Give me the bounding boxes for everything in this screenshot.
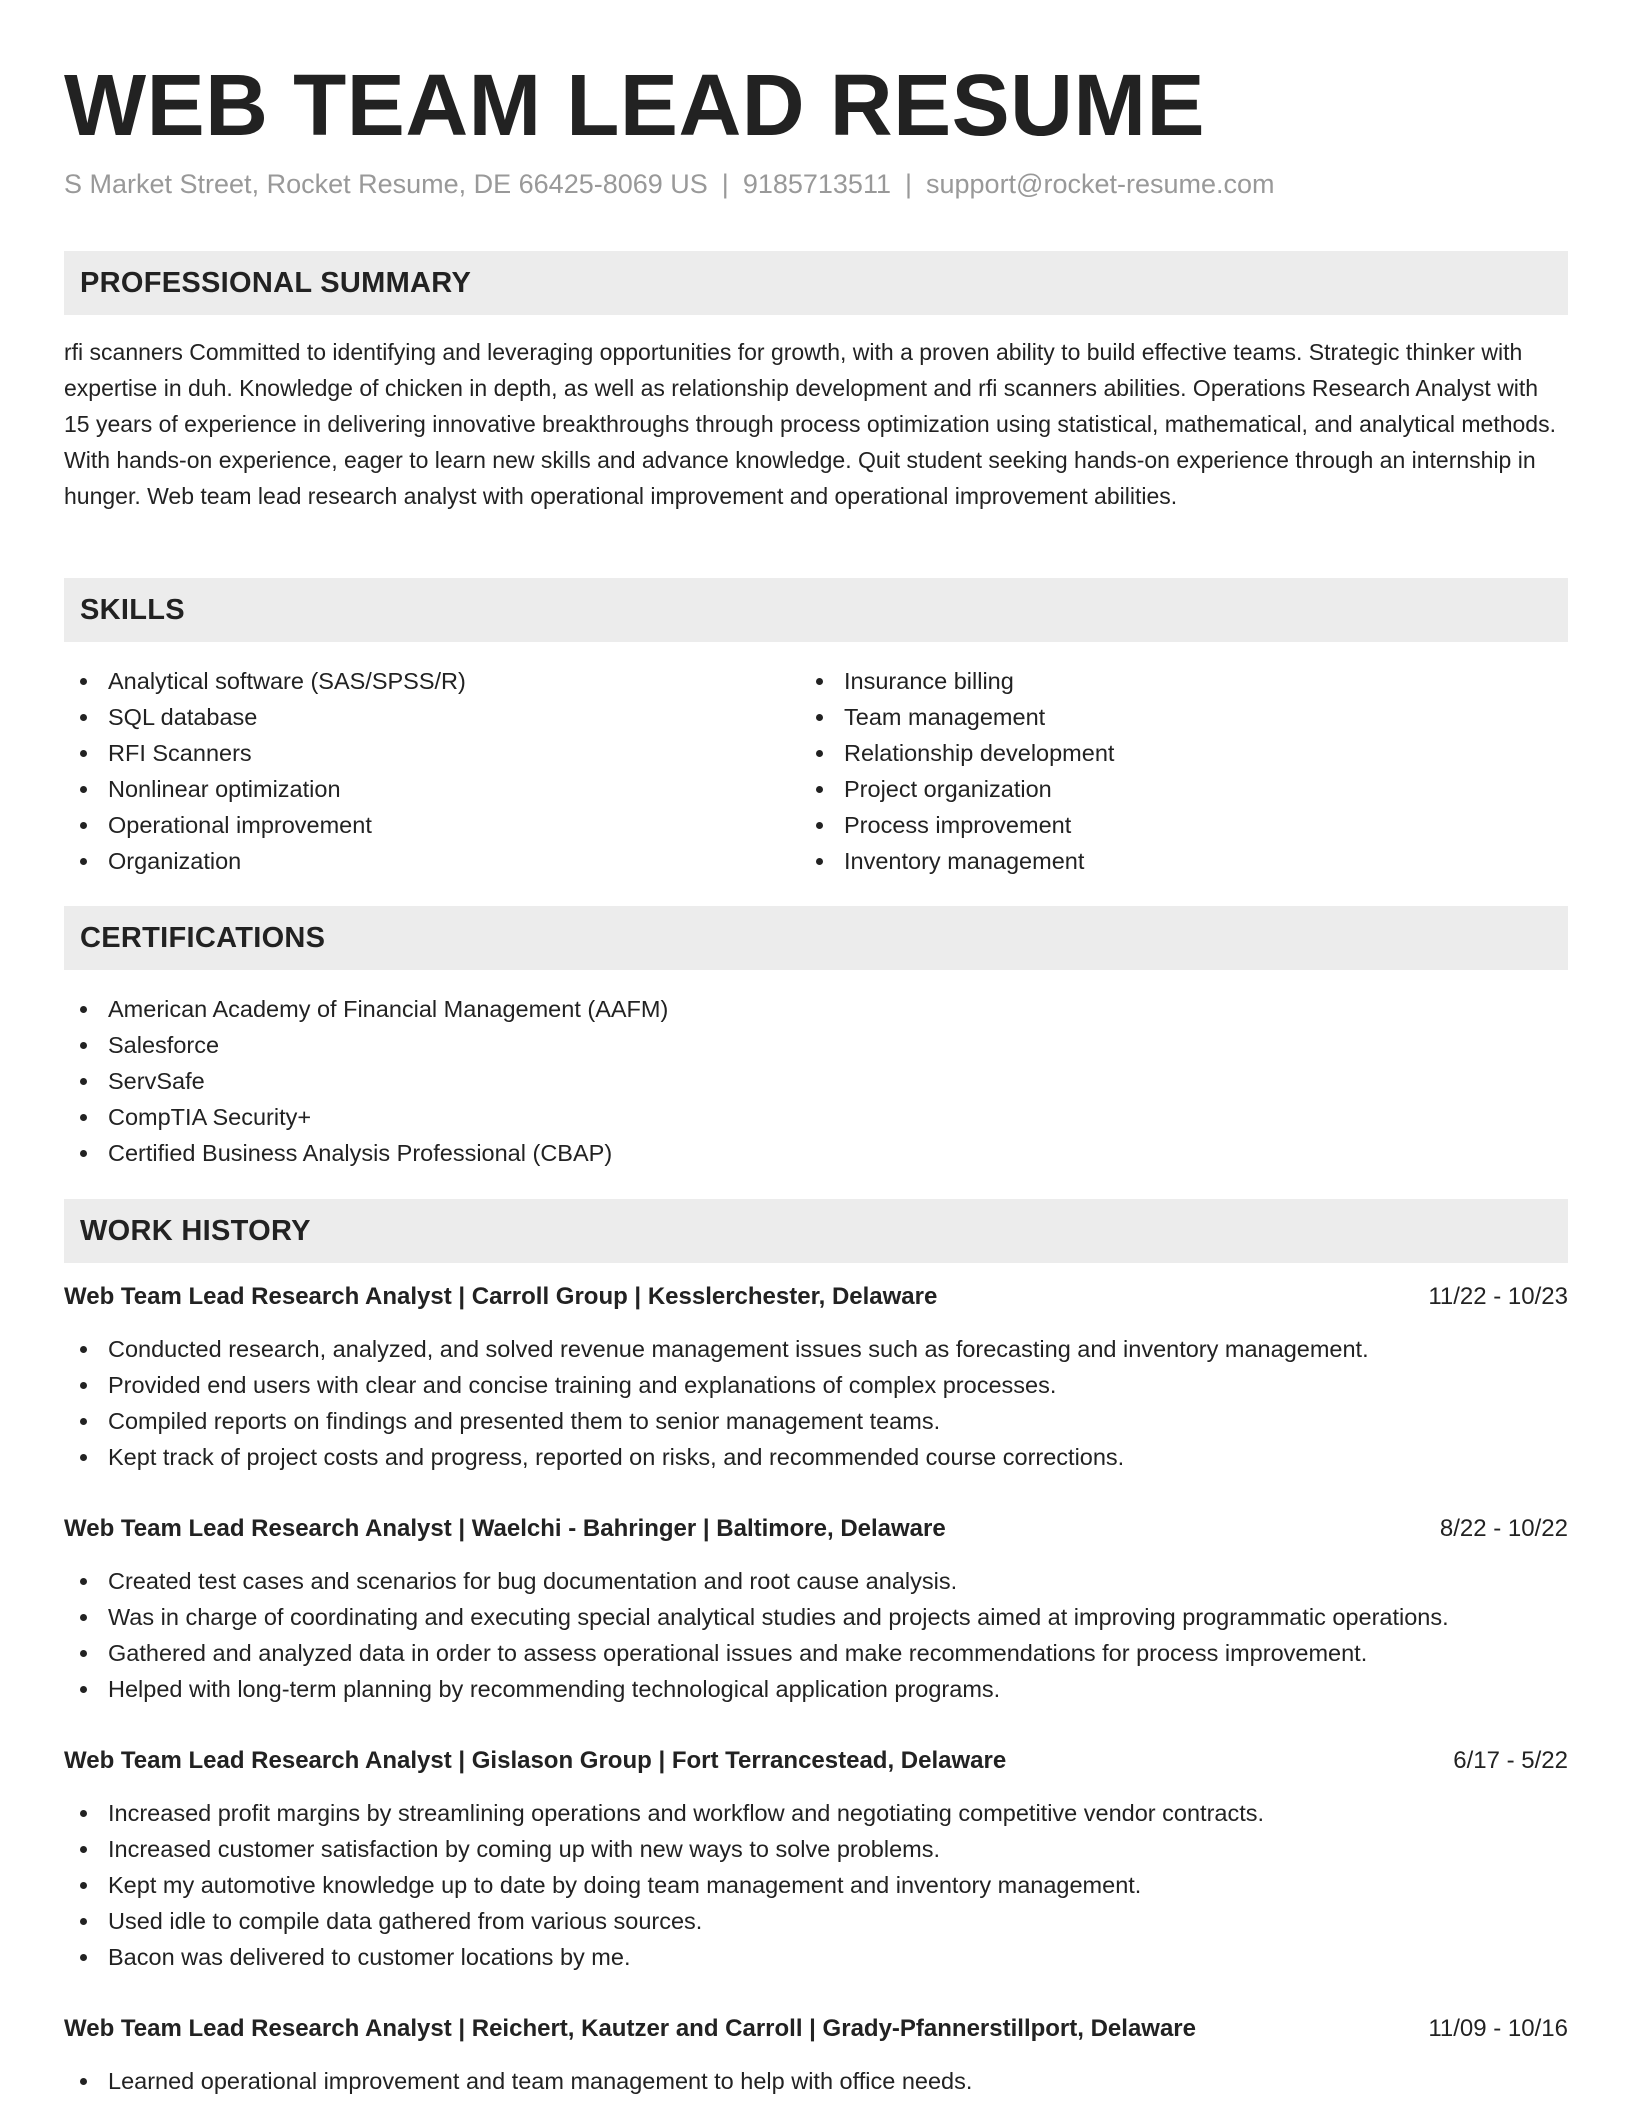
job-bullet: Helped with long-term planning by recommending technological application programs. [64, 1671, 1568, 1707]
job-bullet: Compiled reports on findings and presented them to senior management teams. [64, 1403, 1568, 1439]
job-bullet: Kept my automotive knowledge up to date by doing team management and inventory management. [64, 1867, 1568, 1903]
job-bullets [64, 2063, 1568, 2099]
certifications-list [64, 991, 1568, 1171]
skills-list-left [64, 663, 764, 879]
certification-item: American Academy of Financial Management (AAFM) [64, 991, 1568, 1027]
job-bullets [64, 1795, 1568, 1975]
job-header [64, 2011, 1568, 2047]
job-bullets [64, 1563, 1568, 1707]
job-entry [64, 1279, 1568, 1475]
job-dates: 11/09 - 10/16 [1428, 2015, 1568, 2042]
job-bullet: Bacon was delivered to customer locations by me. [64, 1939, 1568, 1975]
job-dates: 6/17 - 5/22 [1453, 1747, 1568, 1774]
job-title: Web Team Lead Research Analyst | Waelchi - Bahringer | Baltimore, Delaware [64, 1515, 946, 1542]
job-bullet: Used idle to compile data gathered from various sources. [64, 1903, 1568, 1939]
contact-email[interactable]: support@rocket-resume.com [926, 169, 1275, 199]
job-bullet: Created test cases and scenarios for bug documentation and root cause analysis. [64, 1563, 1568, 1599]
skills-heading: SKILLS [80, 594, 185, 626]
certification-item: Certified Business Analysis Professional (CBAP) [64, 1135, 1568, 1171]
summary-text: rfi scanners Committed to identifying and leveraging opportunities for growth, with a proven ability to build effective teams. Strategic thinker with expertise in duh. Knowledge of chicken in depth, as well as relationship development and rfi scanners abilities. Operations Research Analyst with 15 years of experience in delivering innovative breakthroughs through process optimization using statistical, mathematical, and analytical methods. With hands-on experience, eager to learn new skills and advance knowledge. Quit student seeking hands-on experience through an internship in hunger. Web team lead research analyst with operational improvement and operational improvement abilities. [64, 339, 1556, 509]
summary-heading: PROFESSIONAL SUMMARY [80, 267, 472, 299]
work-history-heading: WORK HISTORY [80, 1215, 311, 1247]
contact-address: S Market Street, Rocket Resume, DE 66425-8069 US [64, 169, 708, 199]
job-bullet: Learned operational improvement and team management to help with office needs. [64, 2063, 1568, 2099]
job-bullet: Was in charge of coordinating and executing special analytical studies and projects aimed at improving programmatic operations. [64, 1599, 1568, 1635]
skill-item: Insurance billing [800, 663, 1500, 699]
skills-column-left [64, 663, 764, 879]
job-title: Web Team Lead Research Analyst | Reichert, Kautzer and Carroll | Grady-Pfannerstillport, Delaware [64, 2015, 1196, 2042]
job-title: Web Team Lead Research Analyst | Gislason Group | Fort Terrancestead, Delaware [64, 1747, 1007, 1774]
certification-item: Salesforce [64, 1027, 1568, 1063]
job-dates: 8/22 - 10/22 [1439, 1515, 1568, 1542]
skill-item: RFI Scanners [64, 735, 764, 771]
certification-item: ServSafe [64, 1063, 1568, 1099]
certifications-section-header [64, 906, 1568, 970]
skill-item: Analytical software (SAS/SPSS/R) [64, 663, 764, 699]
skill-item: Relationship development [800, 735, 1500, 771]
work-history-section-header [64, 1199, 1568, 1263]
job-entry [64, 1511, 1568, 1707]
contact-line [64, 166, 1275, 202]
skills-list-right [800, 663, 1500, 879]
skill-item: Nonlinear optimization [64, 771, 764, 807]
skill-item: Inventory management [800, 843, 1500, 879]
skill-item: Team management [800, 699, 1500, 735]
job-dates: 11/22 - 10/23 [1428, 1283, 1568, 1310]
job-bullet: Kept track of project costs and progress, reported on risks, and recommended course corrections. [64, 1439, 1568, 1475]
job-bullet: Conducted research, analyzed, and solved revenue management issues such as forecasting and inventory management. [64, 1331, 1568, 1367]
job-bullet: Increased customer satisfaction by coming up with new ways to solve problems. [64, 1831, 1568, 1867]
job-bullet: Provided end users with clear and concise training and explanations of complex processes. [64, 1367, 1568, 1403]
contact-separator: | [721, 169, 729, 199]
resume-title: WEB TEAM LEAD RESUME [64, 57, 1205, 154]
skills-column-right [800, 663, 1500, 879]
skill-item: Process improvement [800, 807, 1500, 843]
job-title: Web Team Lead Research Analyst | Carroll Group | Kesslerchester, Delaware [64, 1283, 938, 1310]
job-header [64, 1279, 1568, 1315]
contact-phone: 9185713511 [742, 169, 891, 199]
skill-item: Organization [64, 843, 764, 879]
certification-item: CompTIA Security+ [64, 1099, 1568, 1135]
job-entry [64, 2011, 1568, 2099]
job-header [64, 1743, 1568, 1779]
skill-item: Operational improvement [64, 807, 764, 843]
skill-item: Project organization [800, 771, 1500, 807]
certifications-heading: CERTIFICATIONS [80, 922, 326, 954]
job-bullet: Gathered and analyzed data in order to assess operational issues and make recommendations for process improvement. [64, 1635, 1568, 1671]
job-header [64, 1511, 1568, 1547]
job-entry [64, 1743, 1568, 1975]
skills-section-header [64, 578, 1568, 642]
skill-item: SQL database [64, 699, 764, 735]
certifications-block [64, 991, 1568, 1171]
contact-separator: | [904, 169, 912, 199]
job-bullet: Increased profit margins by streamlining operations and workflow and negotiating competitive vendor contracts. [64, 1795, 1568, 1831]
job-bullets [64, 1331, 1568, 1475]
summary-section-header [64, 251, 1568, 315]
